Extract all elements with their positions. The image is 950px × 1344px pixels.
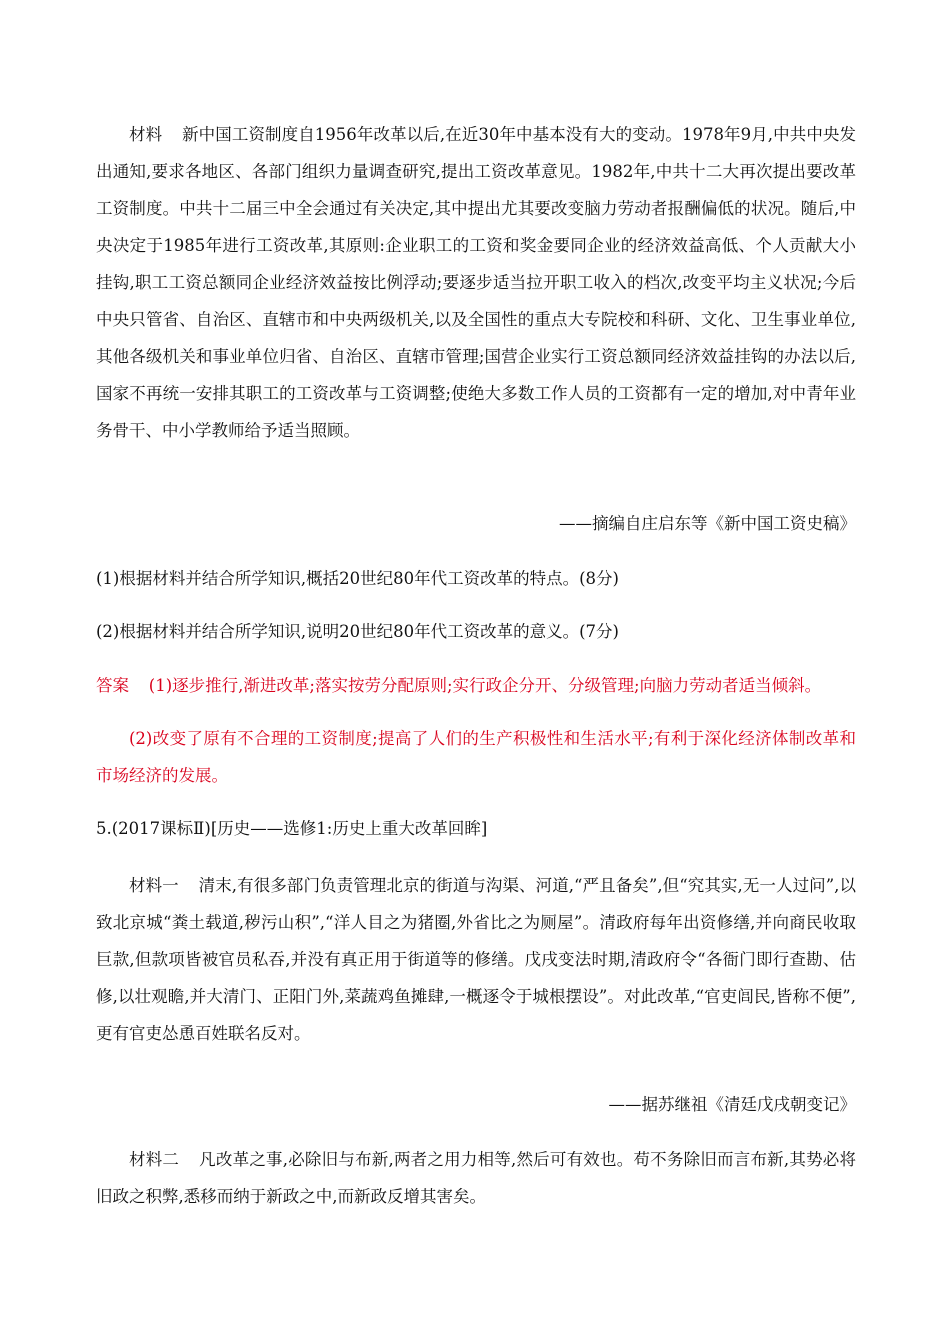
question-5-heading: 5.(2017课标Ⅱ)[历史——选修1:历史上重大改革回眸] <box>96 819 488 838</box>
answer-part-1 <box>96 667 856 704</box>
question-2: (2)根据材料并结合所学知识,说明20世纪80年代工资改革的意义。(7分) <box>96 622 619 641</box>
material-paragraph <box>96 116 856 449</box>
material-source: ——摘编自庄启东等《新中国工资史稿》 <box>559 514 856 533</box>
answer-part-1-text: (1)逐步推行,渐进改革;落实按劳分配原则;实行政企分开、分级管理;向脑力劳动者适当倾斜。 <box>148 676 822 695</box>
material-2-paragraph <box>96 1141 856 1215</box>
answer-label: 答案 <box>96 676 129 695</box>
material-1-paragraph <box>96 867 856 1052</box>
material-1-text: 清末,有很多部门负责管理北京的街道与沟渠、河道,“严且备矣”,但“究其实,无一人过问”,以致北京城“粪土载道,秽污山积”,“洋人目之为猪圈,外省比之为厕屋”。清政府每年出资修缮,并向商民收取巨款,但款项皆被官员私吞,并没有真正用于街道等的修缮。戊戌变法时期,清政府令“各衙门即行查勘、估修,以壮观瞻,并大清门、正阳门外,菜蔬鸡鱼摊肆,一概逐令于城根摆设”。对此改革,“官吏闾民,皆称不便”,更有官吏怂恿百姓联名反对。 <box>96 876 856 1043</box>
material-text: 新中国工资制度自1956年改革以后,在近30年中基本没有大的变动。1978年9月,中共中央发出通知,要求各地区、各部门组织力量调查研究,提出工资改革意见。1982年,中共十二大再次提出要改革工资制度。中共十二届三中全会通过有关决定,其中提出尤其要改变脑力劳动者报酬偏低的状况。随后,中央决定于1985年进行工资改革,其原则:企业职工的工资和奖金要同企业的经济效益高低、个人贡献大小挂钩,职工工资总额同企业经济效益按比例浮动;要逐步适当拉开职工收入的档次,改变平均主义状况;今后中央只管省、自治区、直辖市和中央两级机关,以及全国性的重点大专院校和科研、文化、卫生事业单位,其他各级机关和事业单位归省、自治区、直辖市管理;国营企业实行工资总额同经济效益挂钩的办法以后,国家不再统一安排其职工的工资改革与工资调整;使绝大多数工作人员的工资都有一定的增加,对中青年业务骨干、中小学教师给予适当照顾。 <box>96 125 857 440</box>
material-2-label: 材料二 <box>129 1150 180 1169</box>
material-1-source: ——据苏继祖《清廷戊戌朝变记》 <box>608 1095 856 1114</box>
material-1-label: 材料一 <box>129 876 179 895</box>
question-1: (1)根据材料并结合所学知识,概括20世纪80年代工资改革的特点。(8分) <box>96 569 619 588</box>
material-label: 材料 <box>129 125 163 144</box>
answer-part-2: (2)改变了原有不合理的工资制度;提高了人们的生产积极性和生活水平;有利于深化经济体制改革和市场经济的发展。 <box>96 729 856 785</box>
material-2-text: 凡改革之事,必除旧与布新,两者之用力相等,然后可有效也。苟不务除旧而言布新,其势必将旧政之积弊,悉移而纳于新政之中,而新政反增其害矣。 <box>96 1150 857 1206</box>
